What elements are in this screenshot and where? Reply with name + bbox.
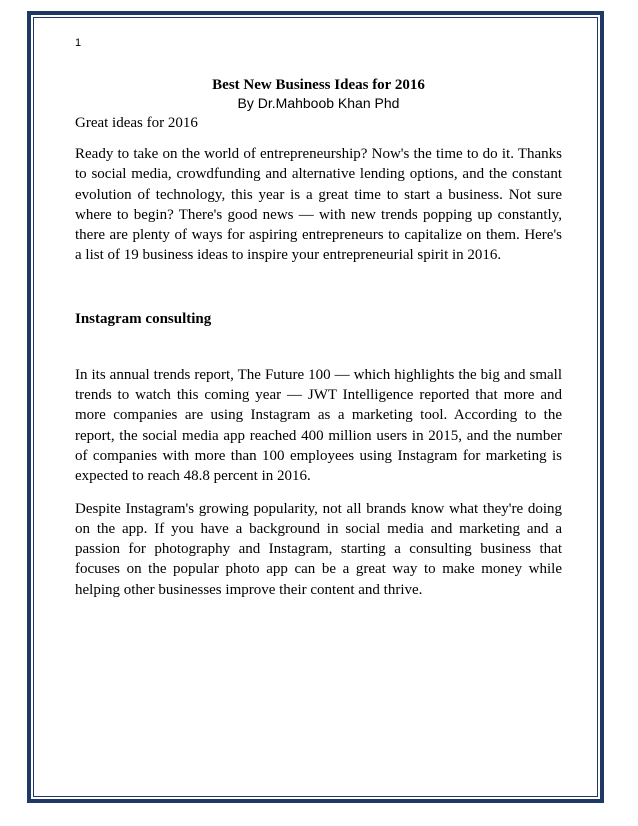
intro-paragraph: Ready to take on the world of entrepreneurship? Now's the time to do it. Thanks to social media, crowdfunding and alternative lending options, and the constant evolution of technology, this year is a great time to start a business. Not sure where to begin? There's good news — with new trends popping up constantly, there are plenty of ways for aspiring entrepreneurs to capitalize on them. Here's a list of 19 business ideas to inspire your entrepreneurial spirit in 2016. xyxy=(75,146,562,264)
section-paragraph: Despite Instagram's growing popularity, not all brands know what they're doing on the app. If you have a background in social media and marketing and a passion for photography and Instagram, starting a consulting business that focuses on the popular photo app can be a great way to make money while helping other businesses improve their content and thrive. xyxy=(75,500,562,598)
section-paragraph: In its annual trends report, The Future 100 — which highlights the big and small trends to watch this coming year — JWT Intelligence reported that more and more companies are using Instagram as a marketing tool. According to the report, the social media app reached 400 million users in 2015, and the number of companies with more than 100 employees using Instagram for marketing is expected to reach 48.8 percent in 2016. xyxy=(75,366,562,485)
section-heading: Instagram consulting xyxy=(75,310,212,327)
document-content xyxy=(75,76,562,600)
document-subtitle: Great ideas for 2016 xyxy=(75,115,198,131)
page-number: 1 xyxy=(75,37,82,49)
document-title: Best New Business Ideas for 2016 xyxy=(212,77,425,93)
document-author: By Dr.Mahboob Khan Phd xyxy=(237,95,400,111)
